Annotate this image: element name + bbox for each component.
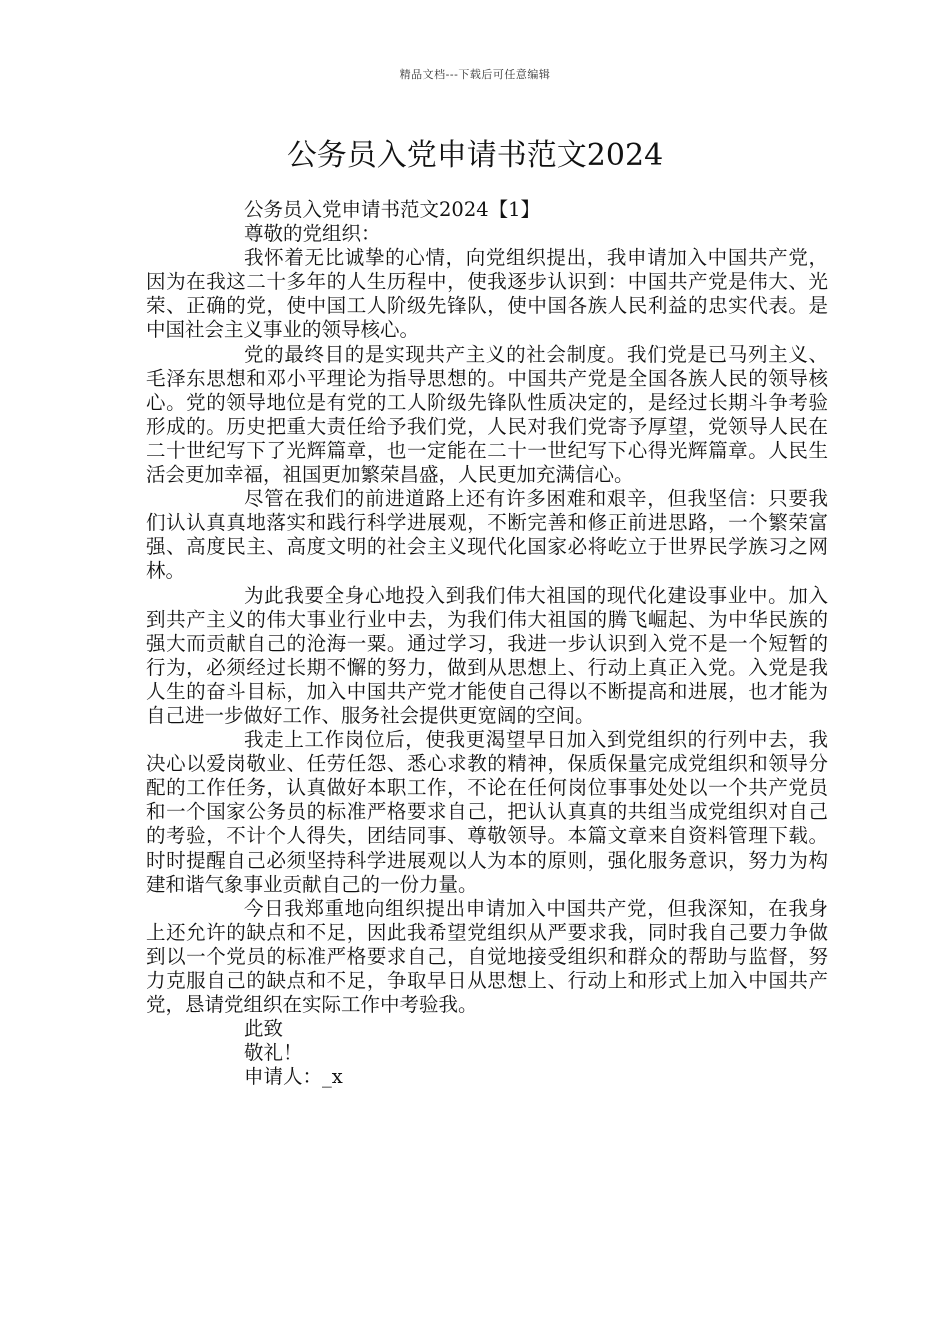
paragraph-5: 我走上工作岗位后，使我更渴望早日加入到党组织的行列中去，我决心以爱岗敬业、任劳任怨、悉心求教的精神，保质保量完成党组织和领导分配的工作任务，认真做好本职工作，不论在任何岗位事事处处以一个共产党员和一个国家公务员的标准严格要求自己，把认认真真的共组当成党组织对自己的考验，不计个人得失，团结同事、尊敬领导。本篇文章来自资料管理下载。时时提醒自己必须坚持科学进展观以人为本的原则，强化服务意识，努力为构建和谐气象事业贡献自己的一份力量。 — [146, 728, 828, 896]
document-body — [146, 198, 828, 1089]
salutation: 尊敬的党组织： — [244, 222, 381, 246]
page-header-watermark: 精品文档---下载后可任意编辑 — [399, 68, 551, 81]
document-subtitle: 公务员入党申请书范文2024【1】 — [244, 198, 541, 221]
paragraph-2: 党的最终目的是实现共产主义的社会制度。我们党是已马列主义、毛泽东思想和邓小平理论为指导思想的。中国共产党是全国各族人民的领导核心。党的领导地位是有党的工人阶级先锋队性质决定的，是经过长期斗争考验形成的。历史把重大责任给予我们党，人民对我们党寄予厚望，党领导人民在二十世纪写下了光辉篇章，也一定能在二十一世纪写下心得光辉篇章。人民生活会更加幸福，祖国更加繁荣昌盛，人民更加充满信心。 — [146, 342, 828, 487]
signature-line: 申请人：_x — [244, 1065, 343, 1089]
paragraph-4: 为此我要全身心地投入到我们伟大祖国的现代化建设事业中。加入到共产主义的伟大事业行业中去，为我们伟大祖国的腾飞崛起、为中华民族的强大而贡献自己的沧海一粟。通过学习，我进一步认识到入党不是一个短暂的行为，必须经过长期不懈的努力，做到从思想上、行动上真正入党。入党是我人生的奋斗目标，加入中国共产党才能使自己得以不断提高和进展，也才能为自己进一步做好工作、服务社会提供更宽阔的空间。 — [146, 583, 828, 727]
paragraph-6: 今日我郑重地向组织提出申请加入中国共产党，但我深知，在我身上还允许的缺点和不足，因此我希望党组织从严要求我，同时我自己要力争做到以一个党员的标准严格要求自己，自觉地接受组织和群众的帮助与监督，努力克服自己的缺点和不足，争取早日从思想上、行动上和形式上加入中国共产党，恳请党组织在实际工作中考验我。 — [146, 896, 828, 1017]
closing-line-2: 敬礼！ — [244, 1041, 303, 1065]
paragraph-1: 我怀着无比诚挚的心情，向党组织提出，我申请加入中国共产党，因为在我这二十多年的人生历程中，使我逐步认识到：中国共产党是伟大、光荣、正确的党，使中国工人阶级先锋队，使中国各族人民利益的忠实代表。是中国社会主义事业的领导核心。 — [146, 246, 828, 342]
document-title: 公务员入党申请书范文2024 — [286, 138, 664, 173]
paragraph-3: 尽管在我们的前进道路上还有许多困难和艰辛，但我坚信：只要我们认认真真地落实和践行科学进展观，不断完善和修正前进思路，一个繁荣富强、高度民主、高度文明的社会主义现代化国家必将屹立于世界民学族习之网林。 — [146, 487, 828, 583]
closing-line-1: 此致 — [244, 1017, 284, 1041]
